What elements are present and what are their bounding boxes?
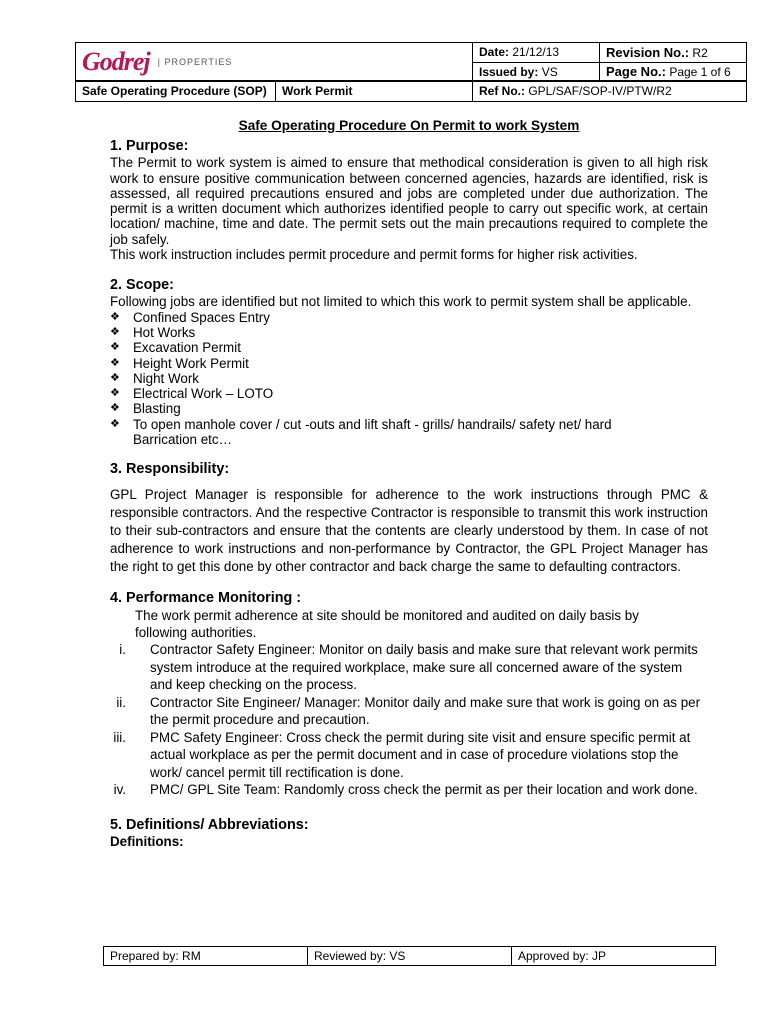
purpose-paragraph: The Permit to work system is aimed to ensure that methodical consideration is given to all high risk work to ensure positive communication between concerned agencies, hazards are identified, risk is assessed, all required precautions ensured and jobs are completed under due authorization. The permit is a written document which authorizes identified people to carry out specific work, at certain location/ machine, time and date. The permit sets out the main precautions required to complete the job safely.: [110, 155, 708, 247]
page-label: Page No.:: [606, 64, 666, 80]
section-purpose: [110, 137, 708, 262]
sop-label: Safe Operating Procedure (SOP): [76, 81, 276, 102]
revision-value: R2: [692, 45, 708, 60]
responsibility-paragraph: GPL Project Manager is responsible for adherence to the work instructions through PMC & responsible contractors. And the respective Contractor is responsible to transmit this work instruction to their sub-contractors and ensure that the contents are clearly understood by them. In case of not adherence to work instructions and non-performance by Contractor, the GPL Project Manager has the right to get this done by other contractor and back charge the same to defaulting contractors.: [110, 487, 708, 575]
list-item: ❖ Electrical Work – LOTO: [110, 386, 274, 402]
date-value: 21/12/13: [512, 45, 560, 60]
issued-value: VS: [541, 64, 558, 79]
purpose-paragraph-2: This work instruction includes permit procedure and permit forms for higher risk activities.: [110, 247, 638, 263]
logo-wordmark: Godrej: [82, 47, 150, 76]
logo-division: | PROPERTIES: [157, 57, 233, 67]
bullet-icon: ❖: [110, 325, 120, 338]
bullet-icon: ❖: [110, 371, 120, 384]
performance-heading: 4. Performance Monitoring :: [110, 590, 302, 607]
section-performance: [110, 589, 708, 799]
list-item: ❖ Blasting: [110, 401, 181, 417]
bullet-icon: ❖: [110, 387, 120, 400]
list-item: ❖ Height Work Permit: [110, 355, 249, 371]
ref-cell: [473, 81, 747, 102]
page-cell: [600, 62, 747, 82]
section-responsibility: [110, 460, 708, 576]
logo-cell: [76, 43, 473, 82]
scope-heading: 2. Scope:: [110, 277, 174, 294]
reviewed-by: Reviewed by: VS: [308, 947, 512, 966]
scope-list: [110, 310, 708, 448]
prepared-by: Prepared by: RM: [104, 947, 308, 966]
list-item: ❖ Hot Works: [110, 324, 196, 340]
list-number: iii.: [113, 729, 126, 745]
list-number: ii.: [116, 694, 126, 710]
company-logo: [76, 43, 472, 81]
document-body: [110, 118, 708, 849]
document-header-row2: [75, 80, 747, 102]
list-item: i. Contractor Safety Engineer: Monitor on daily basis and make sure that relevant work permits system introduce at the required workplace, make sure all concerned aware of the system and keep checking on the process.: [110, 641, 708, 694]
document-header-table: [75, 42, 747, 82]
ref-value: GPL/SAF/SOP-IV/PTW/R2: [528, 84, 672, 98]
list-number: iv.: [113, 782, 126, 798]
performance-list: [110, 641, 708, 799]
bullet-icon: ❖: [110, 402, 120, 415]
bullet-icon: ❖: [110, 417, 120, 430]
revision-label: Revision No.:: [606, 44, 690, 60]
work-permit-label: Work Permit: [276, 81, 473, 102]
scope-intro: Following jobs are identified but not limited to which this work to permit system shall be applicable.: [110, 294, 692, 310]
list-item: ❖ Excavation Permit: [110, 340, 241, 356]
approved-by: Approved by: JP: [512, 947, 716, 966]
list-item: ii. Contractor Site Engineer/ Manager: Monitor daily and make sure that work is going on as per the permit procedure and precaution.: [110, 694, 708, 729]
performance-intro: The work permit adherence at site should be monitored and audited on daily basis by following authorities.: [135, 608, 639, 641]
list-item: ❖ Night Work: [110, 370, 199, 386]
page-value: Page 1 of 6: [669, 65, 731, 80]
list-item: iii. PMC Safety Engineer: Cross check the permit during site visit and ensure specific permit at actual workplace as per the permit document and in case of procedure violations stop the work/ cancel permit till rectification is done.: [110, 729, 708, 782]
purpose-heading: 1. Purpose:: [110, 138, 189, 155]
issued-cell: [473, 62, 600, 82]
bullet-icon: ❖: [110, 356, 120, 369]
issued-label: Issued by:: [479, 64, 539, 79]
ref-label: Ref No.:: [479, 84, 525, 98]
document-footer-table: [103, 946, 716, 966]
list-item: ❖ To open manhole cover / cut -outs and lift shaft - grills/ handrails/ safety net/ hard Barrication etc…: [110, 416, 612, 448]
list-item: iv. PMC/ GPL Site Team: Randomly cross check the permit as per their location and work done.: [110, 781, 708, 799]
revision-cell: [600, 43, 747, 63]
section-definitions: [110, 816, 708, 849]
list-number: i.: [119, 642, 126, 658]
date-cell: [473, 43, 600, 63]
section-scope: [110, 276, 708, 447]
bullet-icon: ❖: [110, 310, 120, 323]
date-label: Date:: [479, 45, 510, 60]
definitions-heading: 5. Definitions/ Abbreviations:: [110, 816, 309, 833]
definitions-subheading: Definitions:: [110, 833, 184, 849]
responsibility-heading: 3. Responsibility:: [110, 461, 230, 478]
list-item: ❖ Confined Spaces Entry: [110, 309, 270, 325]
document-title: Safe Operating Procedure On Permit to work System: [238, 118, 580, 133]
bullet-icon: ❖: [110, 341, 120, 354]
